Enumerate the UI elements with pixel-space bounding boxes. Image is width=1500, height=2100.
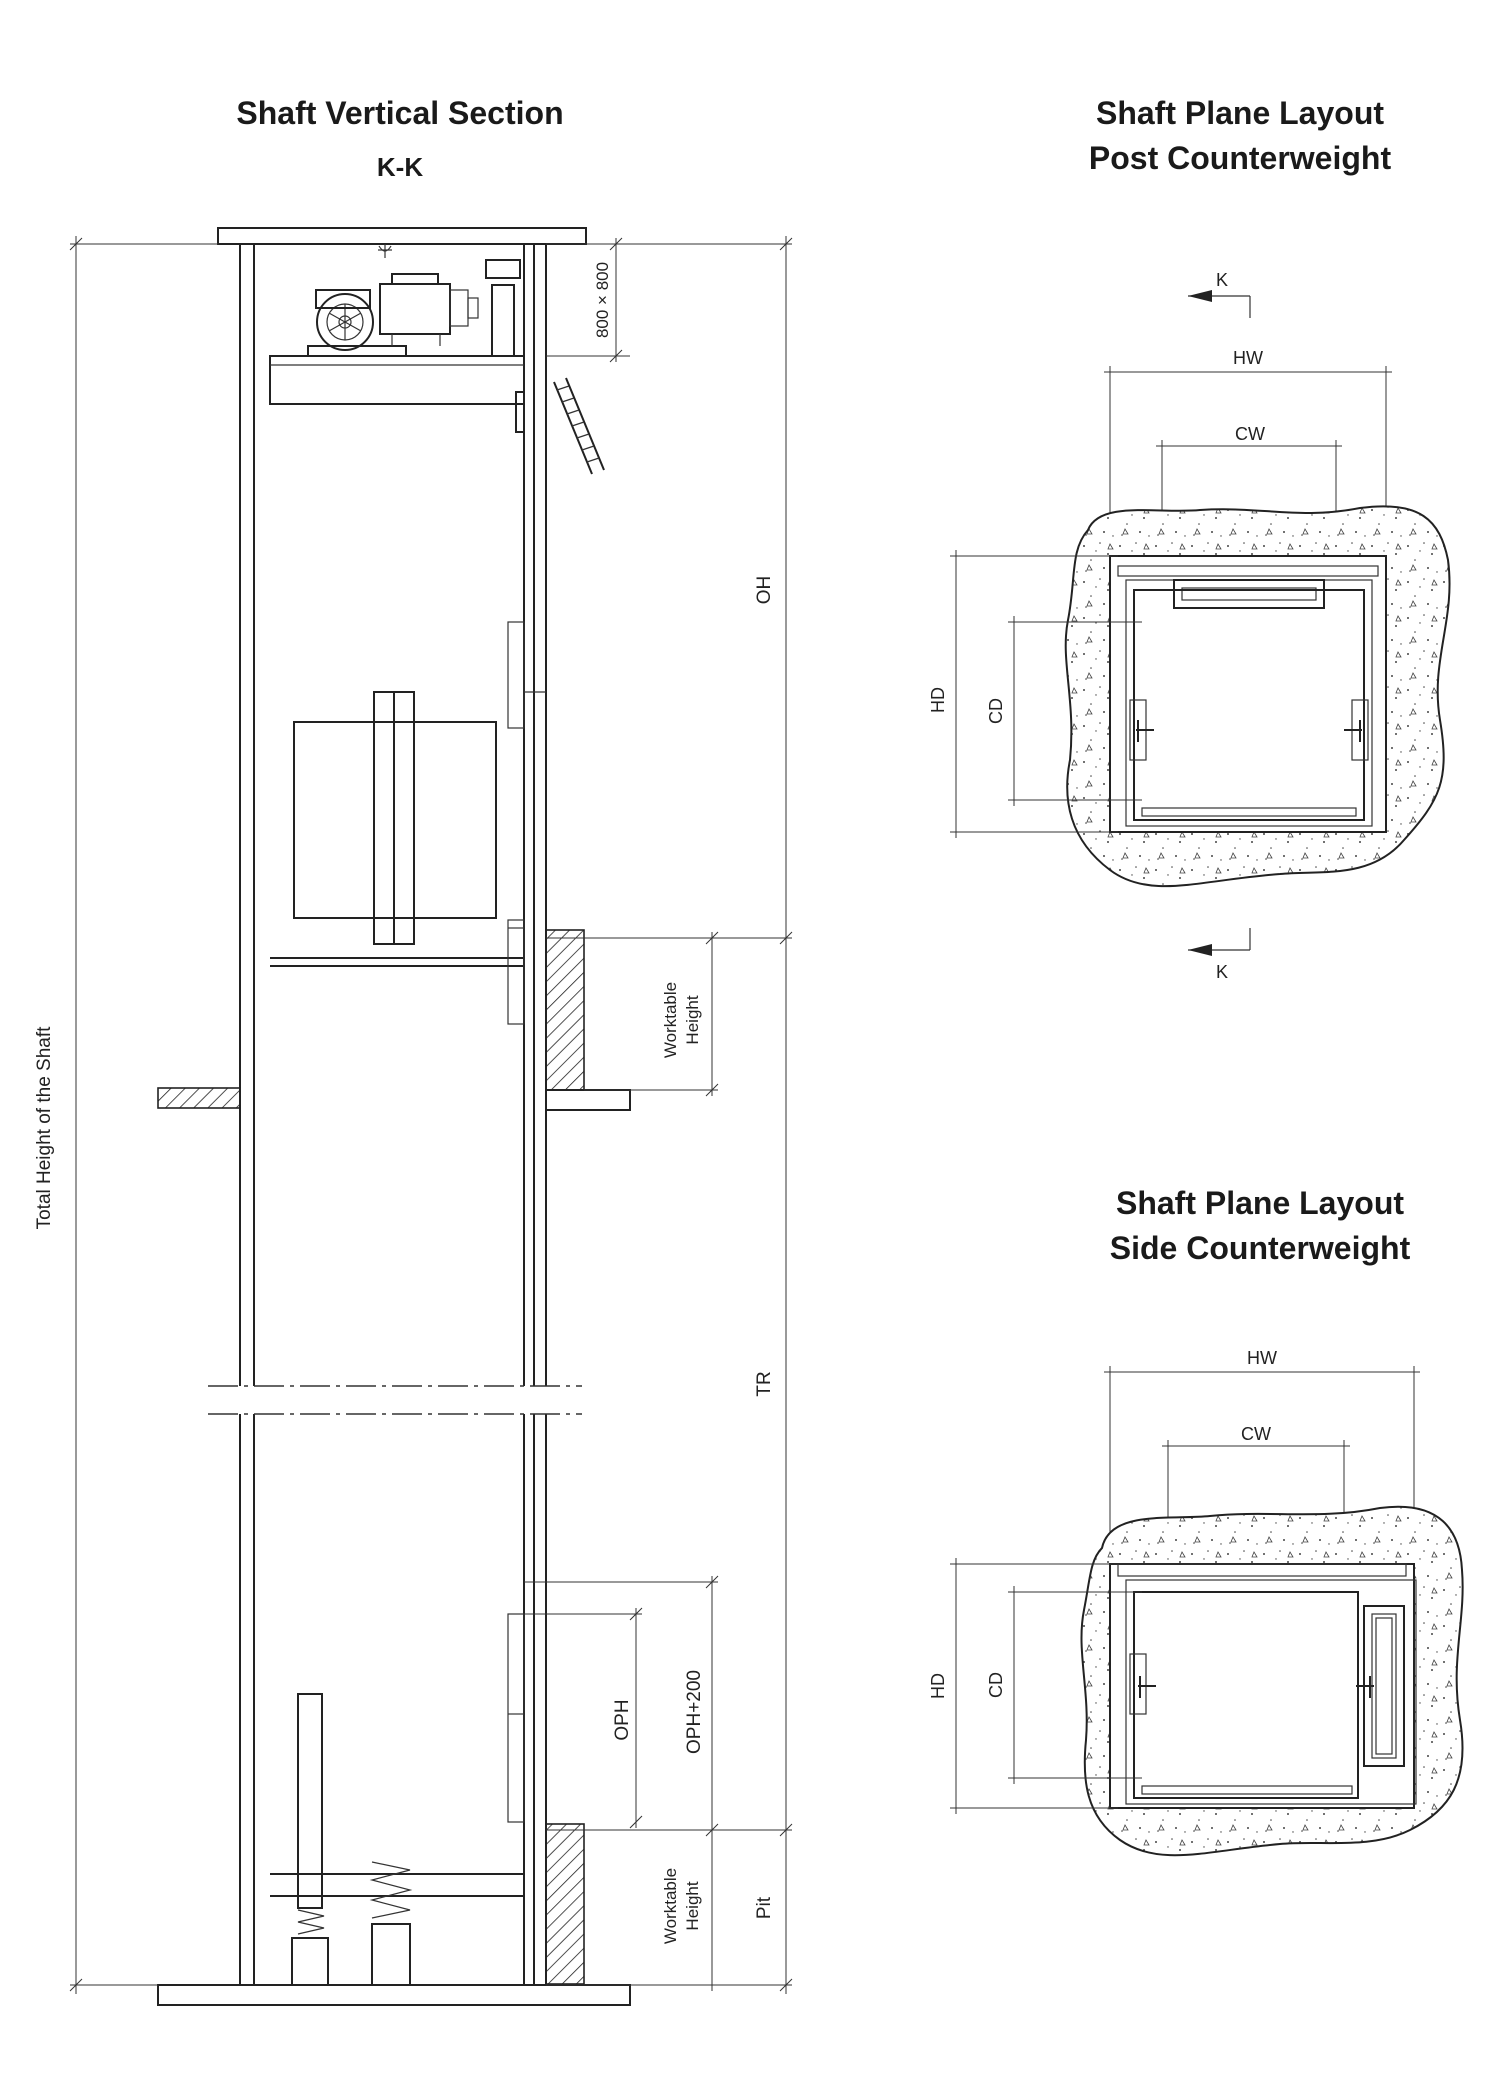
door-lower xyxy=(508,1614,524,1822)
total-height-label: Total Height of the Shaft xyxy=(34,1026,55,1230)
pit-dim-label: Pit xyxy=(754,1896,775,1920)
plan-post-counterweight xyxy=(928,270,1450,982)
buffer-icon-right xyxy=(372,1862,410,1985)
plan-side-title-line2: Side Counterweight xyxy=(1109,1230,1411,1266)
control-cabinet xyxy=(492,285,514,356)
plan-side-counterweight xyxy=(928,1348,1463,1855)
worktable-pit-line2: Height xyxy=(683,1881,702,1931)
hd-label-side: HD xyxy=(928,1673,948,1699)
plan-side-title-line1: Shaft Plane Layout xyxy=(1115,1185,1405,1221)
top-slab xyxy=(218,228,586,244)
machine-platform xyxy=(270,356,524,404)
buffer-icon-left xyxy=(292,1694,328,1985)
left-slab xyxy=(158,1088,240,1108)
worktable-upper-line1: Worktable xyxy=(661,981,680,1059)
plan-post-title-line1: Shaft Plane Layout xyxy=(1095,95,1385,131)
section-title: Shaft Vertical Section xyxy=(236,95,564,131)
door-upper xyxy=(508,622,524,728)
shaft-opening-post xyxy=(1110,556,1386,832)
control-box xyxy=(486,260,520,278)
worktable-pit-line1: Worktable xyxy=(661,1867,680,1945)
car-icon xyxy=(294,692,496,944)
section-subtitle: K-K xyxy=(376,152,424,182)
pit-wall-hatched xyxy=(546,1824,584,1984)
section-arrow-k-top xyxy=(1188,270,1250,318)
plan-post-title-line2: Post Counterweight xyxy=(1088,140,1392,176)
oh-dim-label: OH xyxy=(754,575,775,605)
right-wall xyxy=(524,244,546,1985)
worktable-upper-line2: Height xyxy=(683,995,702,1045)
landing-wall-hatched xyxy=(546,930,584,1090)
lifting-hook-icon xyxy=(378,244,392,258)
hw-label-side: HW xyxy=(1247,1348,1277,1368)
section-arrow-k-bottom xyxy=(1188,928,1250,982)
cw-label-side: CW xyxy=(1241,1424,1271,1444)
k-label-bottom: K xyxy=(1215,962,1229,982)
vertical-section xyxy=(34,228,792,2005)
traction-machine-icon xyxy=(308,274,478,356)
oph200-dim-label: OPH+200 xyxy=(684,1670,705,1754)
left-wall xyxy=(240,244,254,1985)
hd-label-post: HD xyxy=(928,687,948,713)
k-label-top: K xyxy=(1215,270,1229,290)
hw-label-post: HW xyxy=(1233,348,1263,368)
oph-dim-label: OPH xyxy=(612,1699,633,1741)
tr-dim-label: TR xyxy=(754,1371,775,1397)
cd-label-side: CD xyxy=(986,1672,1006,1698)
bottom-slab xyxy=(158,1985,630,2005)
ladder-icon xyxy=(554,378,604,474)
cd-label-post: CD xyxy=(986,698,1006,724)
right-floor-slab xyxy=(546,1090,630,1110)
beam-end xyxy=(516,392,524,432)
cw-label-post: CW xyxy=(1235,424,1265,444)
machine-room-dim-label: 800 × 800 xyxy=(593,261,612,339)
door-middle xyxy=(508,920,524,1024)
